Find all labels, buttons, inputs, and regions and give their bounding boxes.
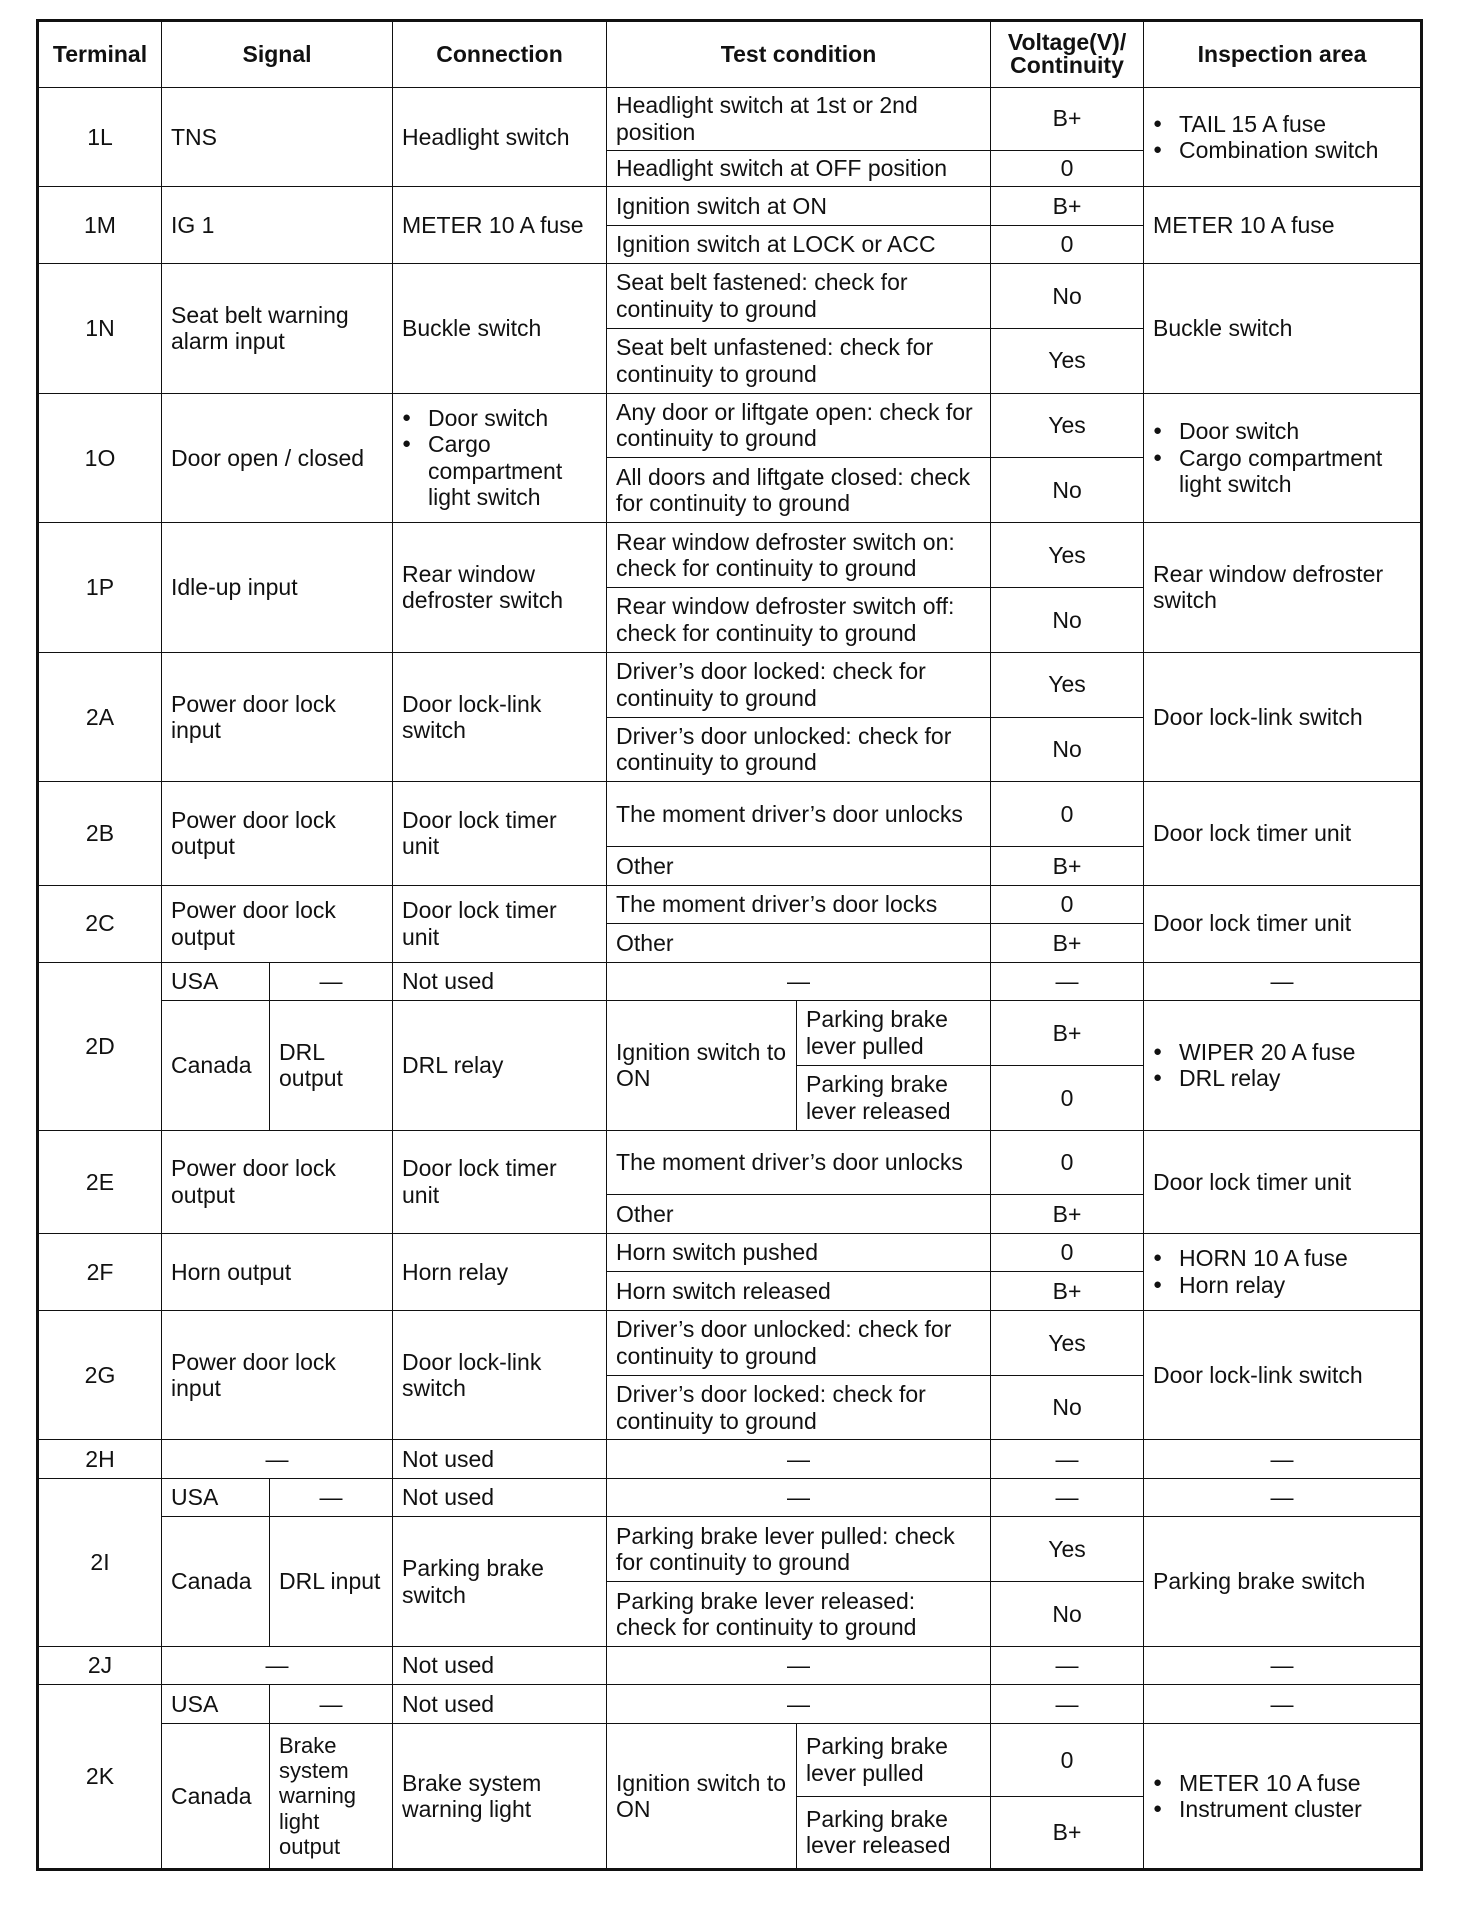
- inspection-cell: —: [1144, 1440, 1422, 1478]
- connection-cell: Not used: [393, 1685, 607, 1723]
- value-cell: 0: [991, 150, 1144, 186]
- signal-cell: IG 1: [162, 187, 393, 264]
- condition-cell: Parking brake lever pulled: check for continuity to ground: [607, 1517, 991, 1582]
- list-item: ● Horn relay: [1179, 1272, 1411, 1298]
- table-row: [38, 1001, 1422, 1066]
- signal-cell: —: [270, 1685, 393, 1723]
- table-row: [38, 393, 1422, 458]
- condition-cell: —: [607, 1685, 991, 1723]
- condition-cell: Driver’s door unlocked: check for continuity to ground: [607, 1310, 991, 1375]
- list-item: ● Door switch: [1179, 418, 1411, 444]
- condition-cell: —: [607, 1478, 991, 1516]
- condition-cell: —: [607, 962, 991, 1000]
- value-cell: B+: [991, 1195, 1144, 1233]
- table-row: [38, 885, 1422, 923]
- signal-cell: Brake system warning light output: [270, 1723, 393, 1869]
- connection-cell: Not used: [393, 1440, 607, 1478]
- condition-main-cell: Ignition switch to ON: [607, 1723, 797, 1869]
- value-cell: B+: [991, 1001, 1144, 1066]
- inspection-cell: [1144, 1233, 1422, 1310]
- inspection-cell: Buckle switch: [1144, 263, 1422, 393]
- table-row: [38, 652, 1422, 717]
- condition-cell: —: [607, 1440, 991, 1478]
- connection-cell: Not used: [393, 1478, 607, 1516]
- value-cell: B+: [991, 847, 1144, 885]
- condition-cell: The moment driver’s door unlocks: [607, 782, 991, 847]
- value-cell: —: [991, 962, 1144, 1000]
- condition-cell: All doors and liftgate closed: check for continuity to ground: [607, 458, 991, 523]
- signal-cell: Door open / closed: [162, 393, 393, 523]
- value-cell: 0: [991, 1723, 1144, 1796]
- terminal-inspection-table: [36, 19, 1423, 1871]
- inspection-cell: [1144, 393, 1422, 523]
- terminal-cell: 2E: [38, 1130, 162, 1233]
- condition-cell: Parking brake lever pulled: [797, 1001, 991, 1066]
- condition-main-cell: Ignition switch to ON: [607, 1001, 797, 1131]
- header-row: [38, 21, 1422, 88]
- list-item: ● HORN 10 A fuse: [1179, 1245, 1411, 1271]
- connection-cell: METER 10 A fuse: [393, 187, 607, 264]
- inspection-cell: Parking brake switch: [1144, 1517, 1422, 1647]
- condition-cell: Seat belt fastened: check for continuity to ground: [607, 263, 991, 328]
- inspection-cell: —: [1144, 1478, 1422, 1516]
- signal-cell: Power door lock input: [162, 1310, 393, 1440]
- header-inspection-area: Inspection area: [1144, 21, 1422, 88]
- value-cell: —: [991, 1646, 1144, 1684]
- condition-cell: Headlight switch at OFF position: [607, 150, 991, 186]
- connection-cell: Not used: [393, 1646, 607, 1684]
- signal-cell: Horn output: [162, 1233, 393, 1310]
- region-canada: Canada: [162, 1723, 270, 1869]
- inspection-cell: [1144, 1001, 1422, 1131]
- inspection-list: [1153, 1245, 1411, 1298]
- condition-cell: Ignition switch at ON: [607, 187, 991, 225]
- region-usa: USA: [162, 962, 270, 1000]
- terminal-cell: 1P: [38, 523, 162, 653]
- condition-cell: Driver’s door unlocked: check for continuity to ground: [607, 717, 991, 782]
- condition-cell: Driver’s door locked: check for continuity to ground: [607, 1375, 991, 1440]
- terminal-cell: 2J: [38, 1646, 162, 1684]
- terminal-cell: 2H: [38, 1440, 162, 1478]
- value-cell: Yes: [991, 1310, 1144, 1375]
- table-row: [38, 1440, 1422, 1478]
- region-canada: Canada: [162, 1517, 270, 1647]
- connection-cell: Door lock timer unit: [393, 782, 607, 885]
- inspection-cell: Door lock timer unit: [1144, 782, 1422, 885]
- condition-cell: Parking brake lever pulled: [797, 1723, 991, 1796]
- inspection-cell: Door lock timer unit: [1144, 1130, 1422, 1233]
- connection-cell: Parking brake switch: [393, 1517, 607, 1647]
- value-cell: Yes: [991, 1517, 1144, 1582]
- value-cell: No: [991, 1375, 1144, 1440]
- connection-cell: Door lock-link switch: [393, 1310, 607, 1440]
- value-cell: 0: [991, 782, 1144, 847]
- table-row: [38, 1310, 1422, 1375]
- connection-cell: [393, 393, 607, 523]
- table-row: [38, 1723, 1422, 1796]
- signal-cell: Seat belt warning alarm input: [162, 263, 393, 393]
- list-item: ● METER 10 A fuse: [1179, 1770, 1411, 1796]
- header-connection: Connection: [393, 21, 607, 88]
- connection-cell: Not used: [393, 962, 607, 1000]
- list-item: ● Cargo compartment light switch: [1179, 445, 1411, 498]
- value-cell: No: [991, 458, 1144, 523]
- condition-cell: Driver’s door locked: check for continuity to ground: [607, 652, 991, 717]
- table-row: [38, 962, 1422, 1000]
- table-row: [38, 782, 1422, 847]
- connection-cell: Horn relay: [393, 1233, 607, 1310]
- condition-cell: Parking brake lever released: [797, 1796, 991, 1869]
- value-cell: Yes: [991, 523, 1144, 588]
- inspection-cell: Door lock-link switch: [1144, 1310, 1422, 1440]
- table-row: [38, 1478, 1422, 1516]
- list-item: ● Combination switch: [1179, 137, 1411, 163]
- header-voltage: Voltage(V)/ Continuity: [991, 21, 1144, 88]
- condition-cell: Other: [607, 924, 991, 962]
- connection-cell: Buckle switch: [393, 263, 607, 393]
- value-cell: No: [991, 263, 1144, 328]
- inspection-cell: Door lock timer unit: [1144, 885, 1422, 962]
- condition-cell: Any door or liftgate open: check for continuity to ground: [607, 393, 991, 458]
- signal-cell: DRL input: [270, 1517, 393, 1647]
- connection-cell: Door lock timer unit: [393, 1130, 607, 1233]
- signal-cell: —: [270, 962, 393, 1000]
- list-item: ● WIPER 20 A fuse: [1179, 1039, 1411, 1065]
- terminal-cell: 2K: [38, 1685, 162, 1870]
- table-row: [38, 1646, 1422, 1684]
- terminal-cell: 2D: [38, 962, 162, 1130]
- condition-cell: Seat belt unfastened: check for continuity to ground: [607, 328, 991, 393]
- signal-cell: DRL output: [270, 1001, 393, 1131]
- value-cell: 0: [991, 1065, 1144, 1130]
- signal-cell: TNS: [162, 87, 393, 186]
- condition-cell: Rear window defroster switch off: check for continuity to ground: [607, 587, 991, 652]
- table-row: [38, 187, 1422, 225]
- terminal-cell: 2C: [38, 885, 162, 962]
- table-row: [38, 1130, 1422, 1195]
- connection-cell: Door lock-link switch: [393, 652, 607, 782]
- header-test-condition: Test condition: [607, 21, 991, 88]
- signal-cell: Power door lock input: [162, 652, 393, 782]
- list-item: ● TAIL 15 A fuse: [1179, 111, 1411, 137]
- inspection-cell: —: [1144, 1685, 1422, 1723]
- inspection-cell: Door lock-link switch: [1144, 652, 1422, 782]
- terminal-cell: 2I: [38, 1478, 162, 1646]
- signal-cell: —: [162, 1440, 393, 1478]
- value-cell: B+: [991, 87, 1144, 150]
- terminal-cell: 2F: [38, 1233, 162, 1310]
- value-cell: No: [991, 587, 1144, 652]
- value-cell: No: [991, 717, 1144, 782]
- table-row: [38, 1517, 1422, 1582]
- value-cell: Yes: [991, 393, 1144, 458]
- condition-cell: Horn switch released: [607, 1272, 991, 1310]
- value-cell: —: [991, 1440, 1144, 1478]
- connection-cell: Headlight switch: [393, 87, 607, 186]
- value-cell: No: [991, 1582, 1144, 1647]
- condition-cell: Rear window defroster switch on: check for continuity to ground: [607, 523, 991, 588]
- value-cell: B+: [991, 1796, 1144, 1869]
- signal-cell: —: [270, 1478, 393, 1516]
- condition-cell: The moment driver’s door unlocks: [607, 1130, 991, 1195]
- signal-cell: Idle-up input: [162, 523, 393, 653]
- terminal-cell: 1L: [38, 87, 162, 186]
- terminal-cell: 1N: [38, 263, 162, 393]
- value-cell: B+: [991, 924, 1144, 962]
- table-row: [38, 1685, 1422, 1723]
- value-cell: Yes: [991, 652, 1144, 717]
- condition-cell: Headlight switch at 1st or 2nd position: [607, 87, 991, 150]
- inspection-cell: [1144, 87, 1422, 186]
- condition-cell: —: [607, 1646, 991, 1684]
- terminal-cell: 2B: [38, 782, 162, 885]
- inspection-list: [1153, 1770, 1411, 1823]
- signal-cell: Power door lock output: [162, 1130, 393, 1233]
- terminal-cell: 1O: [38, 393, 162, 523]
- table-row: [38, 263, 1422, 328]
- connection-list: [402, 405, 597, 511]
- list-item: ● DRL relay: [1179, 1065, 1411, 1091]
- connection-cell: Door lock timer unit: [393, 885, 607, 962]
- terminal-cell: 2A: [38, 652, 162, 782]
- region-usa: USA: [162, 1685, 270, 1723]
- table-row: [38, 87, 1422, 150]
- inspection-cell: [1144, 1723, 1422, 1869]
- condition-cell: Parking brake lever released: [797, 1065, 991, 1130]
- value-cell: 0: [991, 885, 1144, 923]
- inspection-list: [1153, 418, 1411, 497]
- connection-cell: Brake system warning light: [393, 1723, 607, 1869]
- signal-cell: —: [162, 1646, 393, 1684]
- table-row: [38, 523, 1422, 588]
- condition-cell: Other: [607, 1195, 991, 1233]
- value-cell: B+: [991, 1272, 1144, 1310]
- signal-cell: Power door lock output: [162, 782, 393, 885]
- value-cell: B+: [991, 187, 1144, 225]
- value-cell: —: [991, 1478, 1144, 1516]
- condition-cell: Parking brake lever released: check for continuity to ground: [607, 1582, 991, 1647]
- condition-cell: The moment driver’s door locks: [607, 885, 991, 923]
- list-item: ● Door switch: [428, 405, 597, 431]
- value-cell: Yes: [991, 328, 1144, 393]
- connection-cell: DRL relay: [393, 1001, 607, 1131]
- list-item: ● Instrument cluster: [1179, 1796, 1411, 1822]
- value-cell: 0: [991, 1130, 1144, 1195]
- inspection-cell: —: [1144, 962, 1422, 1000]
- value-cell: —: [991, 1685, 1144, 1723]
- inspection-cell: METER 10 A fuse: [1144, 187, 1422, 264]
- inspection-list: [1153, 111, 1411, 164]
- terminal-cell: 1M: [38, 187, 162, 264]
- value-cell: 0: [991, 225, 1144, 263]
- region-canada: Canada: [162, 1001, 270, 1131]
- connection-cell: Rear window defroster switch: [393, 523, 607, 653]
- region-usa: USA: [162, 1478, 270, 1516]
- condition-cell: Ignition switch at LOCK or ACC: [607, 225, 991, 263]
- table-row: [38, 1233, 1422, 1271]
- value-cell: 0: [991, 1233, 1144, 1271]
- list-item: ● Cargo compartment light switch: [428, 431, 597, 510]
- terminal-cell: 2G: [38, 1310, 162, 1440]
- condition-cell: Horn switch pushed: [607, 1233, 991, 1271]
- inspection-list: [1153, 1039, 1411, 1092]
- inspection-cell: Rear window defroster switch: [1144, 523, 1422, 653]
- header-terminal: Terminal: [38, 21, 162, 88]
- inspection-cell: —: [1144, 1646, 1422, 1684]
- signal-cell: Power door lock output: [162, 885, 393, 962]
- header-signal: Signal: [162, 21, 393, 88]
- condition-cell: Other: [607, 847, 991, 885]
